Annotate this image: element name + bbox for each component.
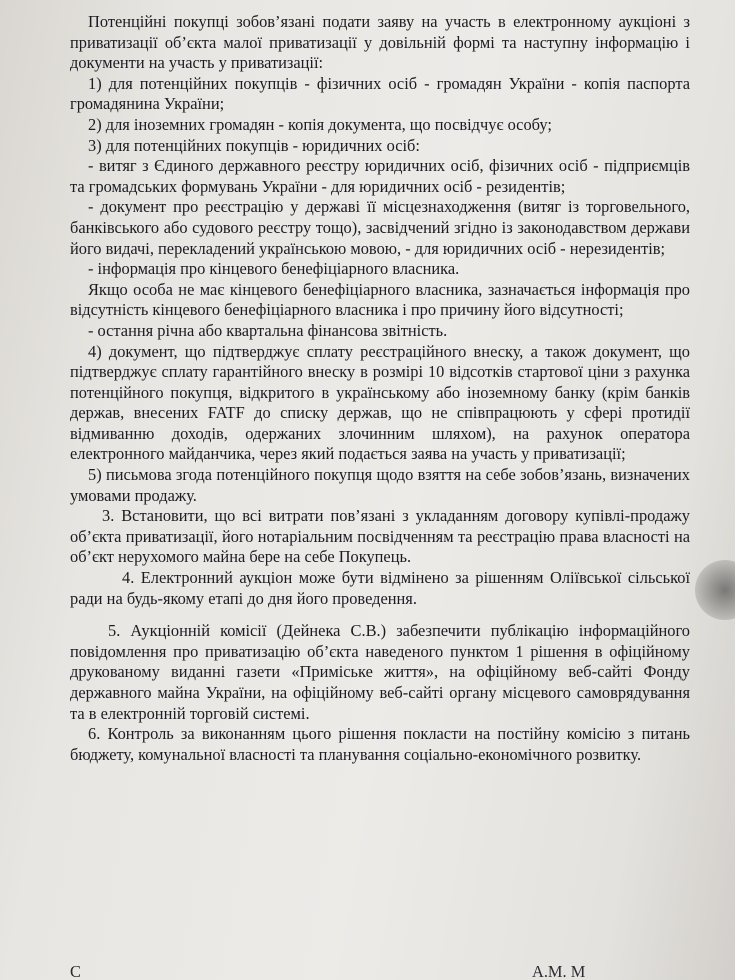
- paragraph-point-4: 4. Електронний аукціон може бути відмінено за рішенням Оліївської сільської ради на будь-якому етапі до дня його проведення.: [70, 568, 690, 608]
- signature-name-text: А.М. М: [532, 962, 586, 980]
- paragraph-point-3: 3. Встановити, що всі витрати пов’язані з укладанням договору купівлі-продажу об’єкта приватизації, його нотаріальним посвідченням та реєстрацію права власності на об’єкт нерухомого майна бере на себе Покупець.: [70, 506, 690, 567]
- signature-line: [70, 962, 690, 980]
- signature-left-text: С: [70, 962, 81, 980]
- paragraph-item-3-registration: - документ про реєстрацію у державі її місцезнаходження (витяг із торговельного, банківського або судового реєстру тощо), засвідчений згідно із законодавством держави його видачі, перекладений українською мовою, - для юридичних осіб - нерезидентів;: [70, 197, 690, 258]
- paragraph-item-3-financial: - остання річна або квартальна фінансова звітність.: [88, 320, 448, 340]
- finger-shadow: [695, 560, 735, 620]
- paragraph-item-2: 2) для іноземних громадян - копія документа, що посвідчує особу;: [88, 114, 552, 134]
- paragraph-item-4: 4) документ, що підтверджує сплату реєстраційного внеску, а також документ, що підтверджує сплату гарантійного внеску в розмірі 10 відсотків стартової ціни з рахунка потенційного покупця, відкритого в українському або іноземному банку (крім банків держав, внесених FATF до списку держав, що не співпрацюють у сфері протидії відмиванню доходів, одержаних злочинним шляхом), на рахунок оператора електронного майданчика, через який подається заява на участь у приватизації;: [70, 341, 690, 464]
- paragraph-item-1: 1) для потенційних покупців - фізичних осіб - громадян України - копія паспорта громадянина України;: [70, 73, 690, 114]
- paragraph-point-5: 5. Аукціонній комісії (Дейнека С.В.) забезпечити публікацію інформаційного повідомлення про приватизацію об’єкта наведеного пунктом 1 рішення в офіційному друкованому виданні газети «Приміське життя», на офіційному веб-сайті Фонду державного майна України, на офіційному веб-сайті органу місцевого самоврядування та в електронній торговій системі.: [70, 621, 690, 723]
- document-body: [70, 12, 690, 765]
- paragraph-item-3-no-beneficiary: Якщо особа не має кінцевого бенефіціарного власника, зазначається інформація про відсутність кінцевого бенефіціарного власника і про причину його відсутності;: [70, 279, 690, 320]
- paragraph-item-3-beneficiary: - інформація про кінцевого бенефіціарного власника.: [88, 259, 460, 279]
- paragraph-intro: Потенційні покупці зобов’язані подати заяву на участь в електронному аукціоні з приватизації об’єкта малої приватизації у довільній формі та наступну інформацію і документи на участь у приватизації:: [70, 12, 690, 73]
- paragraph-item-3-extract: - витяг з Єдиного державного реєстру юридичних осіб, фізичних осіб - підприємців та громадських формувань України - для юридичних осіб - резидентів;: [70, 156, 690, 196]
- paragraph-item-3: 3) для потенційних покупців - юридичних осіб:: [88, 135, 420, 155]
- paragraph-point-6: 6. Контроль за виконанням цього рішення покласти на постійну комісію з питань бюджету, комунальної власності та планування соціально-економічного розвитку.: [70, 724, 690, 764]
- paragraph-item-5: 5) письмова згода потенційного покупця щодо взяття на себе зобов’язань, визначених умовами продажу.: [70, 465, 690, 505]
